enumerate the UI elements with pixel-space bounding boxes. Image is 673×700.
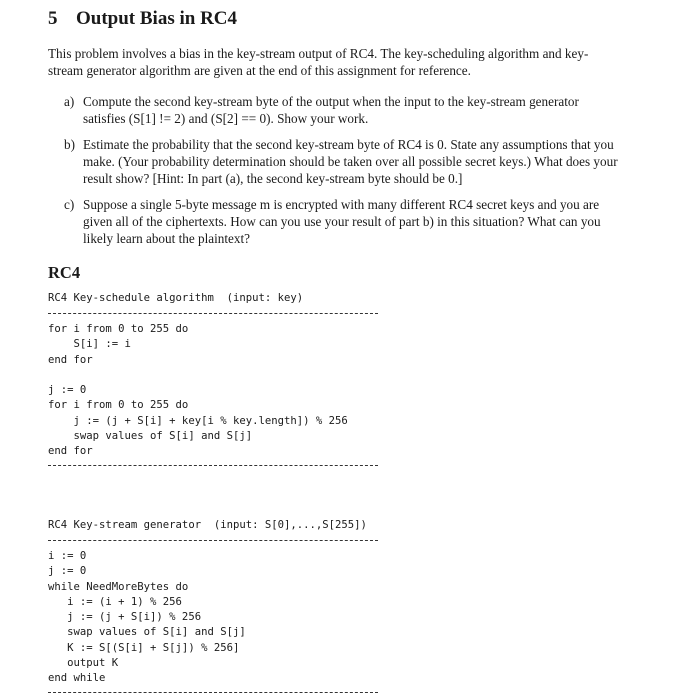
code-line: end for bbox=[48, 353, 93, 366]
ksa-code bbox=[48, 322, 348, 460]
divider bbox=[48, 465, 378, 466]
code-line: j := 0 bbox=[48, 384, 87, 397]
code-line: j := 0 bbox=[48, 565, 87, 578]
divider bbox=[48, 313, 378, 314]
code-line: j := (j + S[i]) % 256 bbox=[48, 611, 202, 624]
code-line: swap values of S[i] and S[j] bbox=[48, 626, 246, 639]
code-line: i := (i + 1) % 256 bbox=[48, 595, 182, 608]
code-line: for i from 0 to 255 do bbox=[48, 399, 189, 412]
section-number: 5 bbox=[48, 8, 58, 29]
code-line: swap values of S[i] and S[j] bbox=[48, 430, 253, 443]
divider bbox=[48, 540, 378, 541]
divider bbox=[48, 692, 378, 693]
code-line: output K bbox=[48, 657, 119, 670]
section-heading bbox=[48, 8, 237, 30]
part-a bbox=[64, 93, 620, 127]
part-text: Compute the second key-stream byte of the output when the input to the key-stream generator satisfies (S[1] != 2) and (S[2] == 0). Show your work. bbox=[83, 94, 579, 126]
prga-title: RC4 Key-stream generator (input: S[0],...,S[255]) bbox=[48, 519, 367, 531]
part-b bbox=[64, 136, 620, 187]
rc4-heading: RC4 bbox=[48, 263, 81, 282]
intro-paragraph: This problem involves a bias in the key-stream output of RC4. The key-scheduling algorithm and key-stream generator algorithm are given at the end of this assignment for reference. bbox=[48, 46, 589, 78]
code-line: S[i] := i bbox=[48, 338, 131, 351]
code-line: for i from 0 to 255 do bbox=[48, 323, 189, 335]
code-line: K := S[(S[i] + S[j]) % 256] bbox=[48, 641, 240, 654]
code-line: j := (j + S[i] + key[i % key.length]) % 256 bbox=[48, 414, 348, 427]
part-text: Suppose a single 5-byte message m is encrypted with many different RC4 secret keys and you are given all of the ciphertexts. How can you use your result of part b) in this situation? What can you likely learn about the plaintext? bbox=[83, 197, 601, 246]
code-line: end for bbox=[48, 445, 93, 458]
code-line: end while bbox=[48, 672, 106, 685]
part-c bbox=[64, 196, 620, 247]
prga-code bbox=[48, 549, 246, 687]
part-label: c) bbox=[64, 197, 75, 212]
part-label: b) bbox=[64, 137, 75, 152]
code-line: i := 0 bbox=[48, 550, 87, 562]
code-line: while NeedMoreBytes do bbox=[48, 580, 189, 593]
section-title: Output Bias in RC4 bbox=[76, 8, 238, 29]
part-label: a) bbox=[64, 94, 75, 109]
code-line bbox=[48, 368, 348, 383]
ksa-title: RC4 Key-schedule algorithm (input: key) bbox=[48, 292, 304, 304]
part-text: Estimate the probability that the second key-stream byte of RC4 is 0. State any assumptions that you make. (Your probability determination should be taken over all possible secret keys.) What does your result show? [Hint: In part (a), the second key-stream byte should be 0.] bbox=[83, 137, 618, 186]
